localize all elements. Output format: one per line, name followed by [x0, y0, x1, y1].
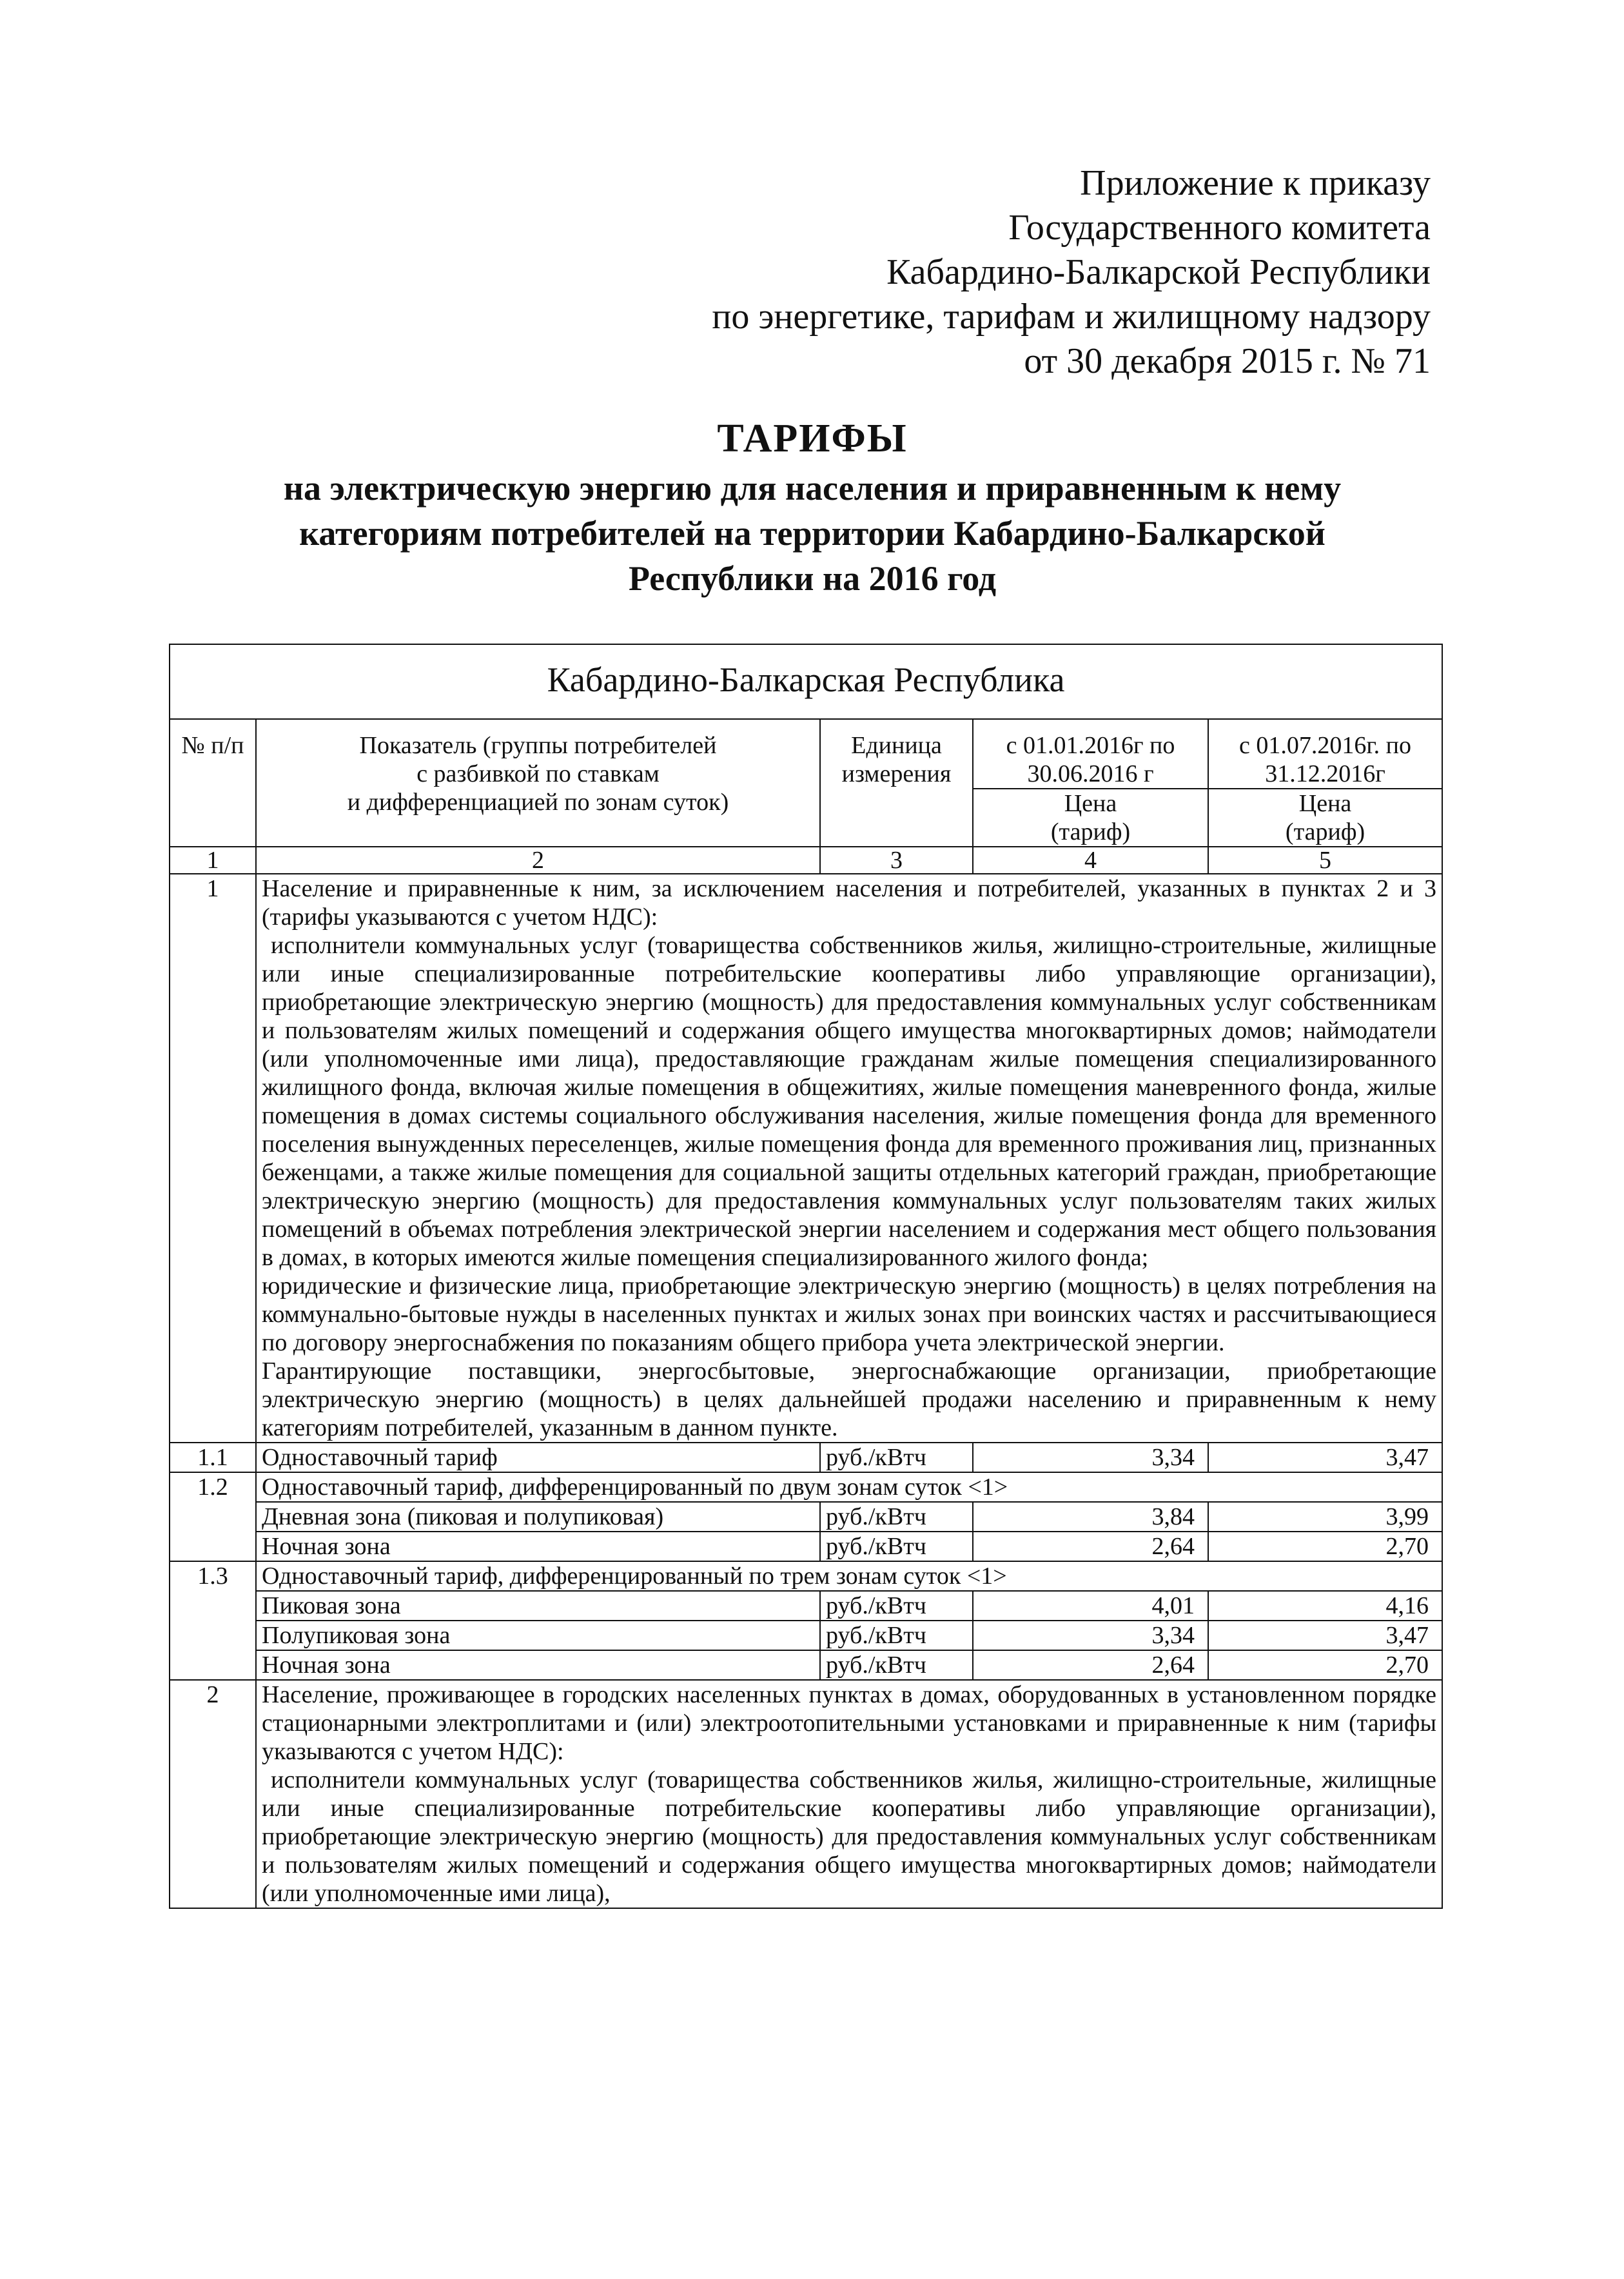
region-name: Кабардино-Балкарская Республика: [170, 644, 1442, 719]
row-num: 1.1: [170, 1443, 256, 1472]
table-row: [170, 1621, 1442, 1650]
header-price-2: [1208, 789, 1442, 847]
header-period-line: с 01.07.2016г. по: [1239, 732, 1412, 759]
row-name: Одноставочный тариф, дифференцированный по двум зонам суток <1>: [256, 1472, 1442, 1502]
section-1-paragraph: Гарантирующие поставщики, энергосбытовые, энергоснабжающие организации, приобретающие электрическую энергию (мощность) в целях дальнейшей продажи населению и приравненным к нему категориям потребителей, указанным в данном пункте.: [262, 1357, 1437, 1441]
column-number: 2: [256, 847, 820, 874]
row-unit: руб./кВтч: [820, 1443, 973, 1472]
table-row: [170, 1472, 1442, 1502]
header-indicator-line: и дифференциацией по зонам суток): [347, 789, 729, 816]
title-line: на электрическую энергию для населения и приравненным к нему: [283, 469, 1342, 508]
section-1-paragraph: юридические и физические лица, приобретающие электрическую энергию (мощность) в целях потребления на коммунально-бытовые нужды в населенных пунктах и жилых зонах при воинских частях и рассчитывающиеся по договору энергоснабжения по показаниям общего прибора учета электрической энергии.: [262, 1272, 1437, 1356]
header-indicator-line: Показатель (группы потребителей: [359, 732, 717, 759]
row-price-2: 3,47: [1208, 1443, 1442, 1472]
row-price-2: 4,16: [1208, 1591, 1442, 1621]
header-price-line: (тариф): [1050, 818, 1131, 845]
table-row: [170, 1532, 1442, 1561]
appendix-line: от 30 декабря 2015 г. № 71: [1024, 341, 1431, 381]
header-row: [170, 719, 1442, 789]
section-2-num: 2: [170, 1680, 256, 1908]
row-price-2: 2,70: [1208, 1650, 1442, 1680]
table-row: [170, 1561, 1442, 1591]
appendix-line: Государственного комитета: [1008, 208, 1431, 248]
row-num: 1.3: [170, 1561, 256, 1680]
header-indicator: [256, 719, 820, 847]
row-price-1: 3,84: [973, 1502, 1208, 1532]
title-line: Республики на 2016 год: [628, 559, 997, 598]
tariff-table: [169, 644, 1443, 1909]
row-price-2: 3,99: [1208, 1502, 1442, 1532]
section-2-paragraph: Население, проживающее в городских населенных пунктах в домах, оборудованных в установленном порядке стационарными электроплитами и (или) электроотопительными установками и приравненные к ним (тарифы указываются с учетом НДС):: [262, 1681, 1437, 1765]
row-unit: руб./кВтч: [820, 1502, 973, 1532]
table-row: [170, 1591, 1442, 1621]
header-unit-line: Единица: [851, 732, 942, 759]
column-number: 5: [1208, 847, 1442, 874]
header-price-line: Цена: [1298, 790, 1352, 817]
row-unit: руб./кВтч: [820, 1532, 973, 1561]
header-period-line: с 01.01.2016г по: [1006, 732, 1175, 759]
column-number: 1: [170, 847, 256, 874]
header-period-1: [973, 719, 1208, 789]
column-number: 4: [973, 847, 1208, 874]
row-price-2: 2,70: [1208, 1532, 1442, 1561]
appendix-line: Кабардино-Балкарской Республики: [886, 252, 1431, 292]
row-name: Одноставочный тариф, дифференцированный по трем зонам суток <1>: [256, 1561, 1442, 1591]
table-row: [170, 1502, 1442, 1532]
header-num: № п/п: [170, 719, 256, 847]
column-number: 3: [820, 847, 973, 874]
section-2-text: [256, 1680, 1442, 1908]
document-title: [161, 413, 1463, 600]
row-name: Пиковая зона: [256, 1591, 820, 1621]
section-1-text: [256, 874, 1442, 1443]
column-number-row: [170, 847, 1442, 874]
row-unit: руб./кВтч: [820, 1621, 973, 1650]
header-price-line: Цена: [1064, 790, 1117, 817]
row-name: Одноставочный тариф: [256, 1443, 820, 1472]
section-2-row: [170, 1680, 1442, 1908]
header-indicator-line: с разбивкой по ставкам: [416, 760, 660, 787]
row-price-1: 2,64: [973, 1650, 1208, 1680]
section-1-paragraph: Население и приравненные к ним, за исключением населения и потребителей, указанных в пунктах 2 и 3 (тарифы указываются с учетом НДС):: [262, 875, 1437, 931]
row-num: 1.2: [170, 1472, 256, 1561]
row-unit: руб./кВтч: [820, 1591, 973, 1621]
row-price-2: 3,47: [1208, 1621, 1442, 1650]
appendix-line: по энергетике, тарифам и жилищному надзору: [712, 297, 1431, 337]
title-main: ТАРИФЫ: [717, 417, 908, 460]
row-name: Дневная зона (пиковая и полупиковая): [256, 1502, 820, 1532]
section-2-paragraph: исполнители коммунальных услуг (товарищества собственников жилья, жилищно-строительные, жилищные или иные специализированные потребительские кооперативы либо управляющие организации), приобретающие электрическую энергию (мощность) для предоставления коммунальных услуг собственникам и пользователям жилых помещений и содержания общего имущества многоквартирных домов; наймодатели (или уполномоченные ими лица),: [262, 1766, 1437, 1907]
appendix-header: [712, 161, 1431, 384]
table-row: [170, 1443, 1442, 1472]
row-unit: руб./кВтч: [820, 1650, 973, 1680]
header-unit: [820, 719, 973, 847]
row-name: Полупиковая зона: [256, 1621, 820, 1650]
row-name: Ночная зона: [256, 1532, 820, 1561]
table-row: [170, 1650, 1442, 1680]
row-price-1: 3,34: [973, 1443, 1208, 1472]
section-1-row: [170, 874, 1442, 1443]
row-price-1: 3,34: [973, 1621, 1208, 1650]
header-period-line: 30.06.2016 г: [1027, 760, 1154, 787]
header-price-1: [973, 789, 1208, 847]
row-price-1: 4,01: [973, 1591, 1208, 1621]
header-price-line: (тариф): [1285, 818, 1365, 845]
header-unit-line: измерения: [841, 760, 952, 787]
row-price-1: 2,64: [973, 1532, 1208, 1561]
header-period-2: [1208, 719, 1442, 789]
appendix-line: Приложение к приказу: [1080, 163, 1431, 203]
header-period-line: 31.12.2016г: [1265, 760, 1385, 787]
section-1-paragraph: исполнители коммунальных услуг (товарищества собственников жилья, жилищно-строительные, жилищные или иные специализированные потребительские кооперативы либо управляющие организации), приобретающие электрическую энергию (мощность) для предоставления коммунальных услуг собственникам и пользователям жилых помещений и содержания общего имущества многоквартирных домов; наймодатели (или уполномоченные ими лица), предоставляющие гражданам жилые помещения специализированного жилищного фонда, включая жилые помещения в общежитиях, жилые помещения маневренного фонда, жилые помещения в домах системы социального обслуживания населения, жилые помещения фонда для временного поселения вынужденных переселенцев, жилые помещения фонда для временного проживания лиц, признанных беженцами, а также жилые помещения для социальной защиты отдельных категорий граждан, приобретающие электрическую энергию (мощность) для предоставления коммунальных услуг пользователям таких жилых помещений в объемах потребления электрической энергии населением и содержания мест общего пользования в домах, в которых имеются жилые помещения специализированного жилого фонда;: [262, 932, 1437, 1271]
section-1-num: 1: [170, 874, 256, 1443]
title-line: категориям потребителей на территории Кабардино-Балкарской: [299, 514, 1326, 553]
region-row: [170, 644, 1442, 719]
row-name: Ночная зона: [256, 1650, 820, 1680]
